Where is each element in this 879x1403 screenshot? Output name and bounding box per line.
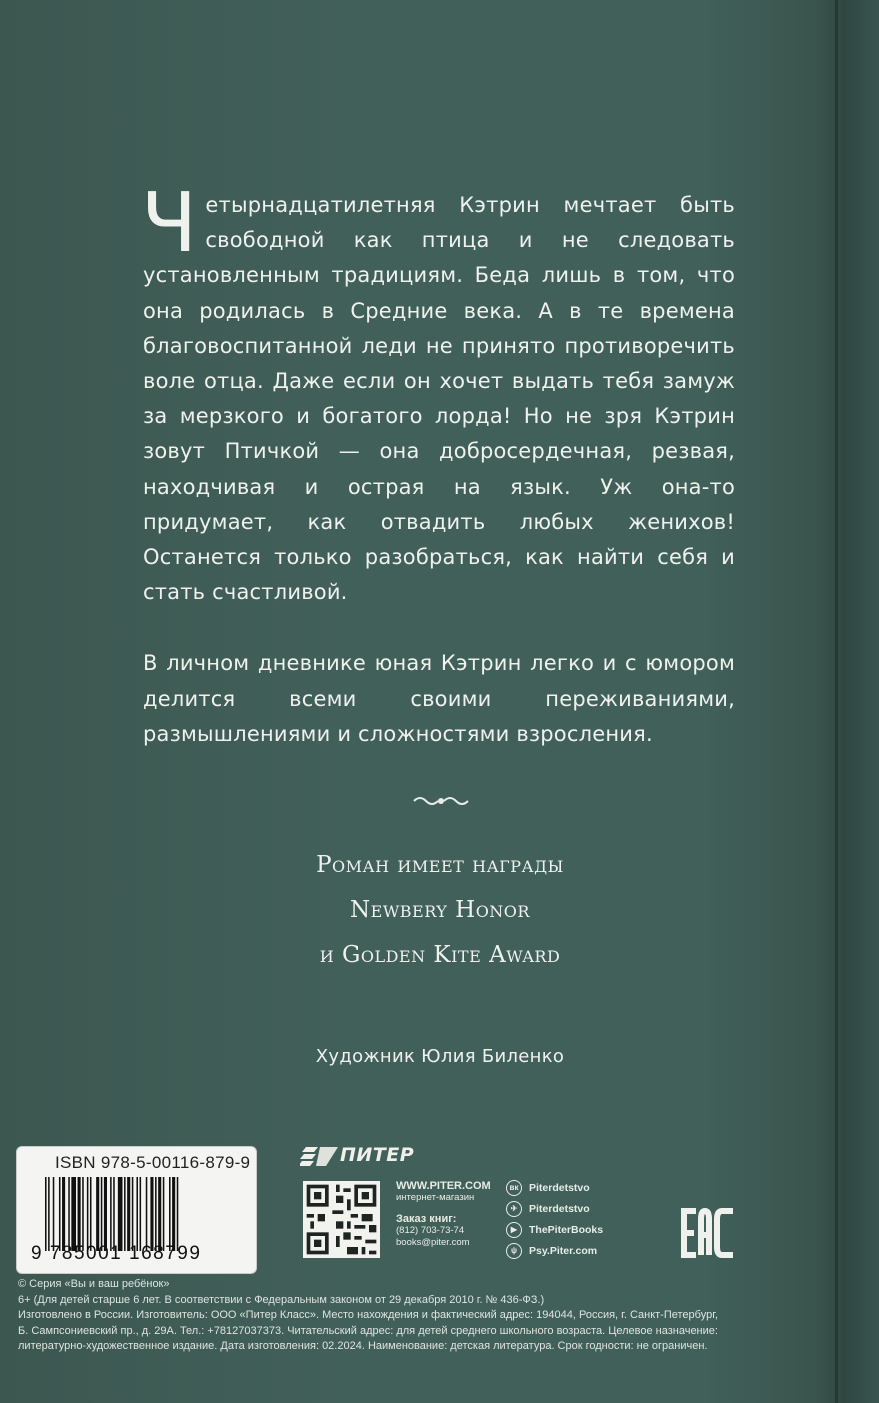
youtube-icon: ▶ (506, 1222, 522, 1238)
isbn-text: ISBN 978-5-00116-879-9 (55, 1153, 251, 1172)
vk-icon: вк (506, 1180, 522, 1196)
social-label: Piterdetstvo (529, 1182, 590, 1194)
artist-credit: Художник Юлия Биленко (315, 1046, 565, 1067)
social-link-youtube[interactable] (506, 1222, 603, 1243)
phone-number: (812) 703-73-74 (396, 1225, 465, 1236)
barcode-label (16, 1146, 257, 1274)
publisher-contacts (396, 1180, 491, 1249)
spine-edge (835, 0, 838, 1403)
awards-line-1: Роман имеет награды (316, 852, 564, 878)
fine-print-line: © Серия «Вы и ваш ребёнок» (18, 1278, 170, 1290)
drop-cap: Ч (141, 176, 198, 271)
ornament-divider-icon (412, 793, 470, 809)
fine-print-line: Изготовлено в России. Изготовитель: ООО «Питер Класс». Место нахождения и фактический адрес: 194044, Россия, г. Санкт-Петербург, (18, 1309, 718, 1322)
fine-print-line: Б. Сампсониевский пр., д. 29А. Тел.: +78127037373. Читательский адрес: для детей среднего школьного возраста. Целевое назначение: (18, 1324, 718, 1337)
awards-line-2: Newbery Honor (350, 897, 530, 923)
website-link[interactable]: WWW.PITER.COM (396, 1180, 491, 1192)
telegram-icon: ✈ (506, 1201, 522, 1217)
social-links (506, 1180, 603, 1264)
awards-block (200, 843, 680, 978)
order-label: Заказ книг: (396, 1213, 457, 1225)
eac-certification-icon (681, 1207, 737, 1259)
social-link-web[interactable] (506, 1243, 603, 1264)
logo-text: ПИТЕР (340, 1144, 415, 1166)
barcode (45, 1177, 231, 1251)
awards-line-3: и Golden Kite Award (319, 942, 561, 968)
description-paragraph-1 (141, 176, 735, 610)
shop-label: интернет-магазин (396, 1192, 475, 1203)
social-label: ThePiterBooks (529, 1224, 604, 1236)
piter-logo-icon (300, 1144, 340, 1168)
barcode-digits: 9 785001 168799 (31, 1243, 202, 1264)
qr-code (303, 1181, 380, 1258)
social-label: Piterdetstvo (529, 1203, 590, 1215)
social-link-vk[interactable] (506, 1180, 603, 1201)
description-paragraph-2: В личном дневнике юная Кэтрин легко и с юмором делится всеми своими переживаниями, размышлениями и сложностями взросления. (143, 651, 735, 746)
web-icon: ψ (506, 1243, 522, 1259)
publisher-logo (300, 1144, 460, 1168)
fine-print (18, 1277, 828, 1355)
fine-print-line: литературно-художественное издание. Дата изготовления: 02.2024. Наименование: детская литература. Срок годности: не ограничен. (18, 1340, 708, 1353)
social-link-telegram[interactable] (506, 1201, 603, 1222)
description-text (141, 176, 735, 752)
social-label: Psy.Piter.com (529, 1245, 598, 1257)
fine-print-line: 6+ (Для детей старше 6 лет. В соответствии с Федеральным законом от 29 декабря 2010 г. № 436-ФЗ.) (18, 1293, 545, 1306)
paragraph-1-text: етырнадцатилетняя Кэтрин мечтает быть свободной как птица и не следовать установленным традициям. Беда лишь в том, что она родилась в Средние века. А в те времена благовоспитанной леди не принято противоречить воле отца. Даже если он хочет выдать тебя замуж за мерзкого и богатого лорда! Но не зря Кэтрин зовут Птичкой — она добросердечная, резвая, находчивая и острая на язык. Уж она-то придумает, как отвадить любых женихов! Останется только разобраться, как найти себя и стать счастливой. (143, 193, 735, 605)
email-address[interactable]: books@piter.com (396, 1237, 470, 1248)
